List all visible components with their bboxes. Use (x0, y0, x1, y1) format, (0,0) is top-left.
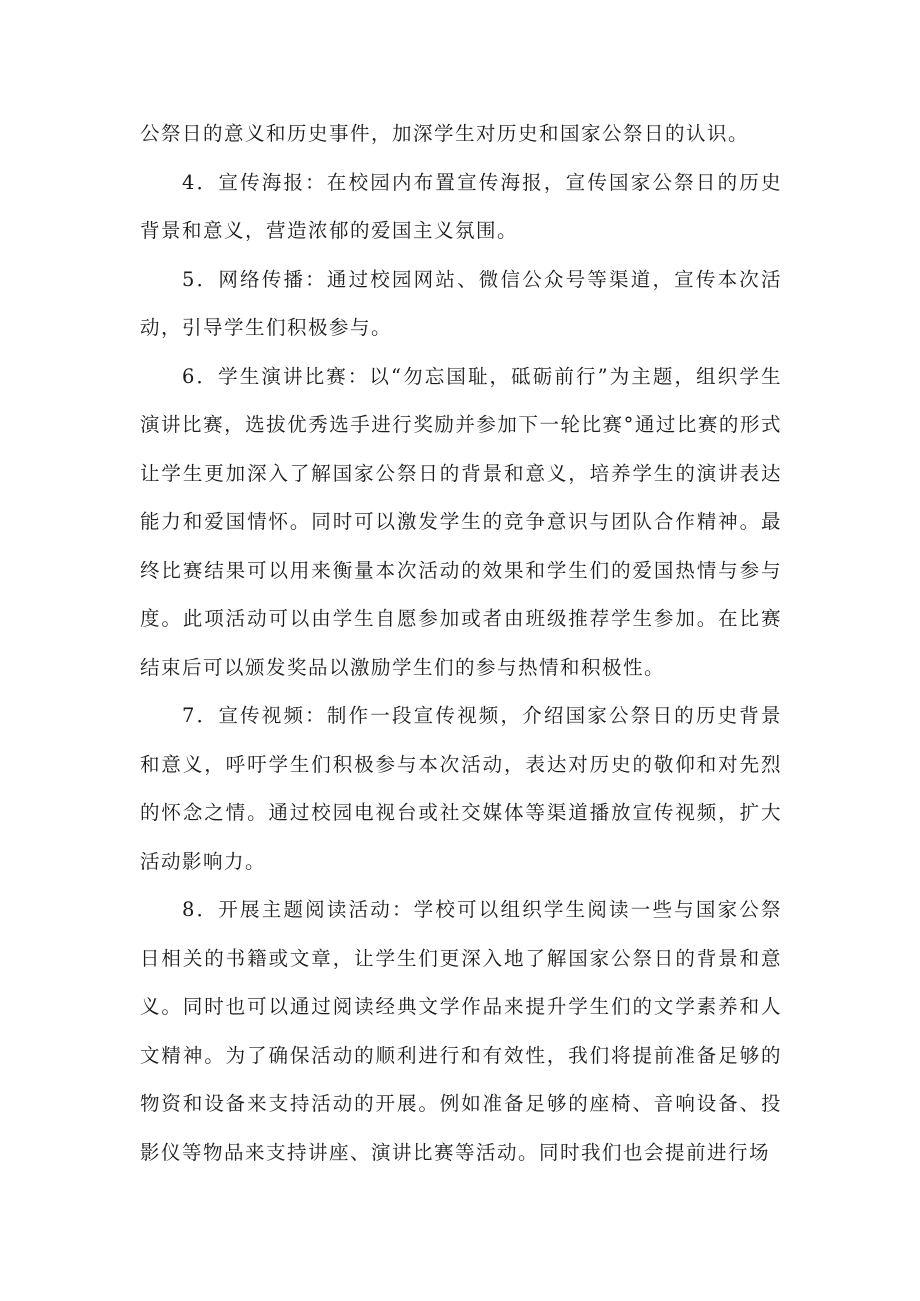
paragraph-text: 网络传播：通过校园网站、微信公众号等渠道，宣传本次活动，引导学生们积极参与。 (140, 267, 782, 339)
paragraph-text: 开展主题阅读活动：学校可以组织学生阅读一些与国家公祭日相关的书籍或文章，让学生们更深入地了解国家公祭日的背景和意义。同时也可以通过阅读经典文学作品来提升学生们的文学素养和人文精神。为了确保活动的顺利进行和有效性，我们将提前准备足够的物资和设备来支持活动的开展。例如准备足够的座椅、音响设备、投影仪等物品来支持讲座、演讲比赛等活动。同时我们也会提前进行场 (140, 898, 782, 1164)
paragraph-text: 学生演讲比赛：以“勿忘国耻，砥砺前行”为主题，组织学生演讲比赛，选拔优秀选手进行奖励并参加下一轮比赛°通过比赛的形式让学生更加深入了解国家公祭日的背景和意义，培养学生的演讲表达能力和爱国情怀。同时可以激发学生的竞争意识与团队合作精神。最终比赛结果可以用来衡量本次活动的效果和学生们的爱国热情与参与度。此项活动可以由学生自愿参加或者由班级推荐学生参加。在比赛结束后可以颁发奖品以激励学生们的参与热情和积极性。 (140, 364, 782, 679)
item-number: 4． (182, 170, 219, 194)
paragraph-item-4 (140, 159, 782, 256)
paragraph-text: 宣传海报：在校园内布置宣传海报，宣传国家公祭日的历史背景和意义，营造浓郁的爱国主义氛围。 (140, 170, 782, 242)
paragraph-text: 公祭日的意义和历史事件，加深学生对历史和国家公祭日的认识。 (140, 122, 750, 145)
paragraph-item-6 (140, 353, 782, 693)
item-number: 6． (182, 364, 219, 388)
item-number: 8． (182, 898, 219, 921)
paragraph-item-7 (140, 692, 782, 886)
item-number: 7． (182, 704, 219, 727)
item-number: 5． (182, 267, 219, 291)
paragraph-item-8 (140, 886, 782, 1177)
paragraph-continuation (140, 110, 782, 159)
paragraph-text: 宣传视频：制作一段宣传视频，介绍国家公祭日的历史背景和意义，呼吁学生们积极参与本次活动，表达对历史的敬仰和对先烈的怀念之情。通过校园电视台或社交媒体等渠道播放宣传视频，扩大活动影响力。 (140, 704, 782, 873)
paragraph-item-5 (140, 256, 782, 353)
body-text (140, 110, 782, 1177)
